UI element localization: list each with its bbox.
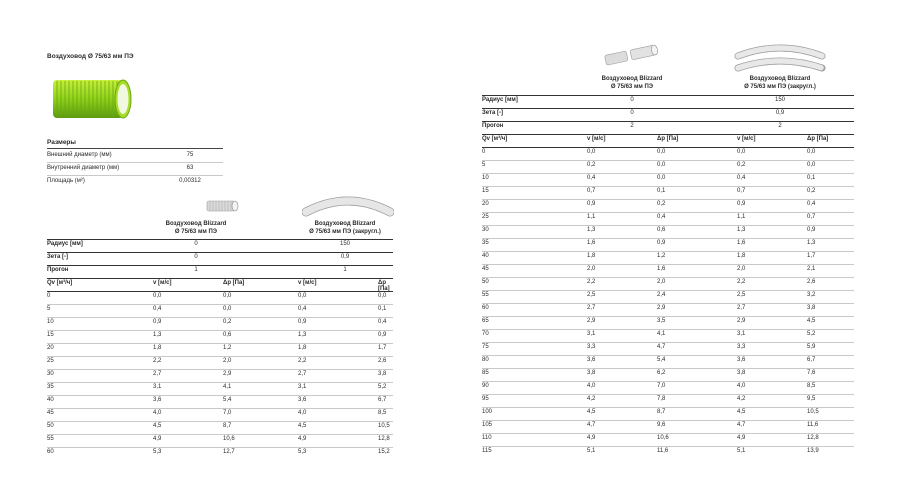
table-cell: 40: [47, 397, 54, 403]
header-line: [47, 291, 393, 292]
column-title-bent: Воздуховод Blizzard Ø 75/63 мм ПЭ (закругл.): [744, 76, 816, 90]
table-cell: 1,1: [737, 214, 746, 220]
param-line: [482, 108, 854, 109]
size-value: 63: [186, 165, 194, 171]
row-line: [482, 342, 854, 343]
table-cell: 1,7: [807, 253, 816, 259]
table-cell: 5: [482, 162, 486, 168]
table-cell: 105: [482, 422, 493, 428]
table-cell: 70: [482, 331, 489, 337]
table-cell: 0,9: [657, 240, 666, 246]
table-cell: 1,3: [153, 332, 162, 338]
row-line: [47, 304, 393, 305]
table-cell: 100: [482, 409, 493, 415]
row-line: [482, 407, 854, 408]
table-cell: 4,5: [153, 423, 162, 429]
column-header: v [м/с]: [298, 280, 317, 286]
table-cell: 20: [47, 345, 54, 351]
table-cell: 1,7: [378, 345, 387, 351]
row-line: [47, 395, 393, 396]
table-cell: 0,4: [737, 175, 746, 181]
table-cell: 1,1: [587, 214, 596, 220]
table-cell: 2,4: [657, 292, 666, 298]
table-cell: 0,0: [223, 293, 232, 299]
table-cell: 60: [482, 305, 489, 311]
row-line: [482, 199, 854, 200]
table-cell: 3,6: [153, 397, 162, 403]
table-cell: 8,5: [807, 383, 816, 389]
table-cell: 3,8: [587, 370, 596, 376]
table-cell: 30: [47, 371, 54, 377]
row-line: [482, 446, 854, 447]
table-cell: 2,7: [298, 371, 307, 377]
table-cell: 90: [482, 383, 489, 389]
table-cell: 4,9: [737, 435, 746, 441]
green-duct-image: [47, 76, 133, 122]
straight-duct-icon: [205, 198, 241, 219]
table-top-line: [47, 239, 393, 240]
row-line: [482, 238, 854, 239]
table-cell: 2,9: [737, 318, 746, 324]
size-value: 75: [186, 152, 194, 158]
table-cell: 3,6: [737, 357, 746, 363]
table-cell: 1,3: [807, 240, 816, 246]
table-cell: 8,7: [657, 409, 666, 415]
param-value-straight: 2: [630, 123, 634, 129]
table-cell: 5,9: [807, 344, 816, 350]
table-cell: 5: [47, 306, 51, 312]
table-cell: 0,1: [378, 306, 387, 312]
table-cell: 3,5: [657, 318, 666, 324]
param-line: [47, 265, 393, 266]
table-cell: 12,7: [223, 449, 235, 455]
table-cell: 60: [47, 449, 54, 455]
table-cell: 2,2: [737, 279, 746, 285]
table-cell: 0,4: [587, 175, 596, 181]
table-cell: 11,6: [657, 448, 669, 454]
column-header: Qv [м³/ч]: [47, 280, 73, 286]
table-cell: 2,9: [223, 371, 232, 377]
table-cell: 0,9: [737, 201, 746, 207]
table-cell: 0,0: [657, 149, 666, 155]
table-cell: 3,1: [737, 331, 746, 337]
table-cell: 3,8: [378, 371, 387, 377]
param-label: Радиус [мм]: [482, 97, 518, 103]
table-cell: 2,2: [587, 279, 596, 285]
column-header: Δp [Па]: [657, 136, 679, 142]
param-value-bent: 2: [778, 123, 782, 129]
column-title-straight: Воздуховод Blizzard Ø 75/63 мм ПЭ: [601, 76, 663, 90]
param-line: [47, 252, 393, 253]
table-cell: 3,1: [587, 331, 596, 337]
table-cell: 4,0: [298, 410, 307, 416]
size-label: Внутренний диаметр (мм): [47, 165, 120, 171]
table-cell: 10: [47, 319, 54, 325]
table-cell: 50: [482, 279, 489, 285]
row-line: [482, 160, 854, 161]
table-cell: 0,0: [807, 149, 816, 155]
table-cell: 95: [482, 396, 489, 402]
table-cell: 50: [47, 423, 54, 429]
table-cell: 1,8: [587, 253, 596, 259]
table-cell: 1,3: [298, 332, 307, 338]
size-row: [47, 163, 223, 176]
param-line: [482, 121, 854, 122]
table-cell: 5,4: [657, 357, 666, 363]
size-row: [47, 150, 223, 163]
table-cell: 10,5: [807, 409, 819, 415]
table-cell: 10,6: [657, 435, 669, 441]
table-cell: 30: [482, 227, 489, 233]
param-label: Зета [-]: [47, 254, 68, 260]
table-cell: 2,5: [737, 292, 746, 298]
table-cell: 3,3: [737, 344, 746, 350]
table-cell: 4,5: [807, 318, 816, 324]
param-label: Прогон: [47, 267, 69, 273]
table-cell: 0,6: [657, 227, 666, 233]
table-cell: 2,6: [807, 279, 816, 285]
table-cell: 3,6: [587, 357, 596, 363]
column-title-straight: Воздуховод Blizzard Ø 75/63 мм ПЭ: [165, 221, 227, 235]
param-value-bent: 0,9: [340, 254, 350, 260]
table-cell: 1,2: [223, 345, 232, 351]
table-cell: 4,2: [587, 396, 596, 402]
table-cell: 0,0: [807, 162, 816, 168]
table-cell: 1,8: [153, 345, 162, 351]
param-label: Прогон: [482, 123, 504, 129]
row-line: [482, 368, 854, 369]
table-cell: 4,0: [737, 383, 746, 389]
table-cell: 25: [482, 214, 489, 220]
table-cell: 10: [482, 175, 489, 181]
table-cell: 2,0: [223, 358, 232, 364]
row-line: [482, 433, 854, 434]
table-cell: 0,0: [657, 162, 666, 168]
table-cell: 20: [482, 201, 489, 207]
row-line: [47, 434, 393, 435]
row-line: [47, 356, 393, 357]
table-cell: 12,8: [378, 436, 390, 442]
table-cell: 2,7: [153, 371, 162, 377]
table-cell: 2,6: [378, 358, 387, 364]
table-cell: 0,2: [587, 162, 596, 168]
table-cell: 25: [47, 358, 54, 364]
row-line: [482, 355, 854, 356]
table-cell: 1,2: [657, 253, 666, 259]
column-header: Δp [Па]: [807, 136, 829, 142]
row-line: [482, 277, 854, 278]
table-cell: 0,9: [378, 332, 387, 338]
table-cell: 2,5: [587, 292, 596, 298]
table-cell: 1,3: [737, 227, 746, 233]
table-cell: 40: [482, 253, 489, 259]
param-value-straight: 0: [630, 97, 634, 103]
table-cell: 3,3: [587, 344, 596, 350]
row-line: [482, 420, 854, 421]
column-header: v [м/с]: [587, 136, 606, 142]
table-cell: 7,6: [807, 370, 816, 376]
table-cell: 9,6: [657, 422, 666, 428]
table-cell: 5,2: [378, 384, 387, 390]
table-cell: 0,4: [378, 319, 387, 325]
table-cell: 3,8: [807, 305, 816, 311]
size-value: 0,00312: [179, 178, 201, 184]
table-cell: 85: [482, 370, 489, 376]
column-header: Δp [Па]: [223, 280, 245, 286]
table-cell: 5,3: [153, 449, 162, 455]
table-cell: 1,8: [737, 253, 746, 259]
row-line: [47, 408, 393, 409]
table-cell: 1,3: [587, 227, 596, 233]
size-label: Внешний диаметр (мм): [47, 152, 112, 158]
sizes-top-line: [47, 148, 223, 149]
row-line: [482, 381, 854, 382]
table-cell: 0,2: [223, 319, 232, 325]
param-label: Радиус [мм]: [47, 241, 83, 247]
row-line: [482, 173, 854, 174]
table-cell: 4,9: [153, 436, 162, 442]
row-line: [47, 447, 393, 448]
bent-duct-icon: [302, 196, 394, 223]
table-cell: 2,2: [298, 358, 307, 364]
table-cell: 3,2: [807, 292, 816, 298]
table-cell: 0,0: [153, 293, 162, 299]
table-cell: 0,0: [737, 149, 746, 155]
param-value-straight: 0: [194, 254, 198, 260]
straight-duct-icon: [601, 44, 661, 71]
row-line: [482, 329, 854, 330]
table-cell: 55: [47, 436, 54, 442]
param-line: [482, 134, 854, 135]
table-cell: 0,1: [657, 188, 666, 194]
column-header: Δp [Па]: [378, 280, 390, 292]
param-value-bent: 150: [339, 241, 350, 247]
table-cell: 0,4: [807, 201, 816, 207]
table-cell: 3,1: [298, 384, 307, 390]
row-line: [47, 382, 393, 383]
table-cell: 0,9: [298, 319, 307, 325]
column-header: v [м/с]: [737, 136, 756, 142]
column-header: v [м/с]: [153, 280, 172, 286]
table-cell: 7,8: [657, 396, 666, 402]
row-line: [47, 317, 393, 318]
table-cell: 0,4: [153, 306, 162, 312]
product-title: Воздуховод Ø 75/63 мм ПЭ: [47, 53, 134, 60]
table-cell: 75: [482, 344, 489, 350]
row-line: [482, 251, 854, 252]
param-label: Зета [-]: [482, 110, 503, 116]
table-cell: 0: [47, 293, 51, 299]
param-value-bent: 1: [343, 267, 347, 273]
table-cell: 115: [482, 448, 492, 454]
size-label: Площадь (м²): [47, 178, 85, 184]
table-cell: 0,4: [657, 214, 666, 220]
param-value-straight: 0: [194, 241, 198, 247]
table-cell: 0,9: [807, 227, 816, 233]
table-cell: 2,9: [587, 318, 596, 324]
table-cell: 9,5: [807, 396, 816, 402]
table-cell: 35: [482, 240, 489, 246]
table-cell: 4,5: [298, 423, 307, 429]
table-cell: 10,6: [223, 436, 235, 442]
param-line: [47, 278, 393, 279]
table-cell: 3,1: [153, 384, 162, 390]
table-cell: 5,3: [298, 449, 307, 455]
table-cell: 15,2: [378, 449, 390, 455]
table-cell: 0,2: [737, 162, 746, 168]
table-cell: 80: [482, 357, 489, 363]
table-cell: 2,2: [153, 358, 162, 364]
param-value-straight: 0: [630, 110, 634, 116]
table-cell: 0,1: [807, 175, 816, 181]
table-cell: 10,5: [378, 423, 390, 429]
row-line: [482, 316, 854, 317]
row-line: [47, 369, 393, 370]
table-cell: 0: [482, 149, 486, 155]
table-cell: 7,0: [657, 383, 666, 389]
table-cell: 0,2: [657, 201, 666, 207]
table-cell: 1,8: [298, 345, 307, 351]
table-cell: 3,6: [298, 397, 307, 403]
table-cell: 4,9: [587, 435, 596, 441]
row-line: [482, 303, 854, 304]
table-cell: 6,2: [657, 370, 666, 376]
table-cell: 15: [482, 188, 489, 194]
table-cell: 5,4: [223, 397, 232, 403]
table-cell: 0,0: [587, 149, 596, 155]
row-line: [47, 421, 393, 422]
table-cell: 13,9: [807, 448, 819, 454]
table-cell: 4,7: [657, 344, 666, 350]
table-cell: 0,7: [587, 188, 596, 194]
table-top-line: [482, 95, 854, 96]
bent-duct-icon: [734, 44, 826, 77]
table-cell: 0,7: [737, 188, 746, 194]
table-cell: 45: [482, 266, 489, 272]
row-line: [482, 212, 854, 213]
table-cell: 55: [482, 292, 489, 298]
row-line: [482, 264, 854, 265]
row-line: [482, 225, 854, 226]
table-cell: 2,7: [737, 305, 746, 311]
table-cell: 0,0: [223, 306, 232, 312]
row-line: [47, 330, 393, 331]
table-cell: 2,1: [807, 266, 816, 272]
table-cell: 8,7: [223, 423, 232, 429]
table-cell: 4,5: [737, 409, 746, 415]
table-cell: 1,6: [587, 240, 596, 246]
column-header: Qv [м³/ч]: [482, 136, 508, 142]
table-cell: 0,4: [298, 306, 307, 312]
table-cell: 4,9: [298, 436, 307, 442]
table-cell: 1,6: [737, 240, 746, 246]
table-cell: 4,0: [153, 410, 162, 416]
table-cell: 2,0: [737, 266, 746, 272]
row-line: [482, 394, 854, 395]
table-cell: 0,7: [807, 214, 816, 220]
sizes-title: Размеры: [47, 139, 76, 146]
table-cell: 6,7: [807, 357, 816, 363]
table-cell: 45: [47, 410, 54, 416]
table-cell: 4,0: [587, 383, 596, 389]
table-cell: 0,9: [587, 201, 596, 207]
table-cell: 5,1: [737, 448, 746, 454]
table-cell: 0,0: [657, 175, 666, 181]
table-cell: 2,0: [657, 279, 666, 285]
table-cell: 0,0: [298, 293, 307, 299]
table-cell: 6,7: [378, 397, 387, 403]
table-cell: 2,0: [587, 266, 596, 272]
table-cell: 4,5: [587, 409, 596, 415]
table-cell: 1,6: [657, 266, 666, 272]
param-value-bent: 0,9: [775, 110, 785, 116]
table-cell: 4,1: [223, 384, 232, 390]
table-cell: 5,2: [807, 331, 816, 337]
table-cell: 0,2: [807, 188, 816, 194]
table-cell: 4,1: [657, 331, 666, 337]
table-cell: 4,2: [737, 396, 746, 402]
table-cell: 0,0: [378, 293, 387, 299]
column-title-bent: Воздуховод Blizzard Ø 75/63 мм ПЭ (закругл.): [309, 221, 381, 235]
param-value-bent: 150: [774, 97, 785, 103]
table-cell: 0,9: [153, 319, 162, 325]
table-cell: 15: [47, 332, 54, 338]
table-cell: 2,7: [587, 305, 596, 311]
table-cell: 12,8: [807, 435, 819, 441]
table-cell: 11,6: [807, 422, 819, 428]
table-cell: 7,0: [223, 410, 232, 416]
table-cell: 4,7: [737, 422, 746, 428]
table-cell: 4,7: [587, 422, 596, 428]
table-cell: 110: [482, 435, 492, 441]
table-row: [47, 449, 393, 462]
table-cell: 8,5: [378, 410, 387, 416]
row-line: [482, 186, 854, 187]
table-cell: 0,6: [223, 332, 232, 338]
param-value-straight: 1: [194, 267, 198, 273]
row-line: [47, 343, 393, 344]
table-cell: 3,8: [737, 370, 746, 376]
row-line: [482, 290, 854, 291]
table-cell: 65: [482, 318, 489, 324]
table-cell: 5,1: [587, 448, 596, 454]
table-cell: 2,9: [657, 305, 666, 311]
table-cell: 35: [47, 384, 54, 390]
size-row: [47, 176, 223, 189]
header-line: [482, 147, 854, 148]
table-row: [482, 448, 854, 461]
